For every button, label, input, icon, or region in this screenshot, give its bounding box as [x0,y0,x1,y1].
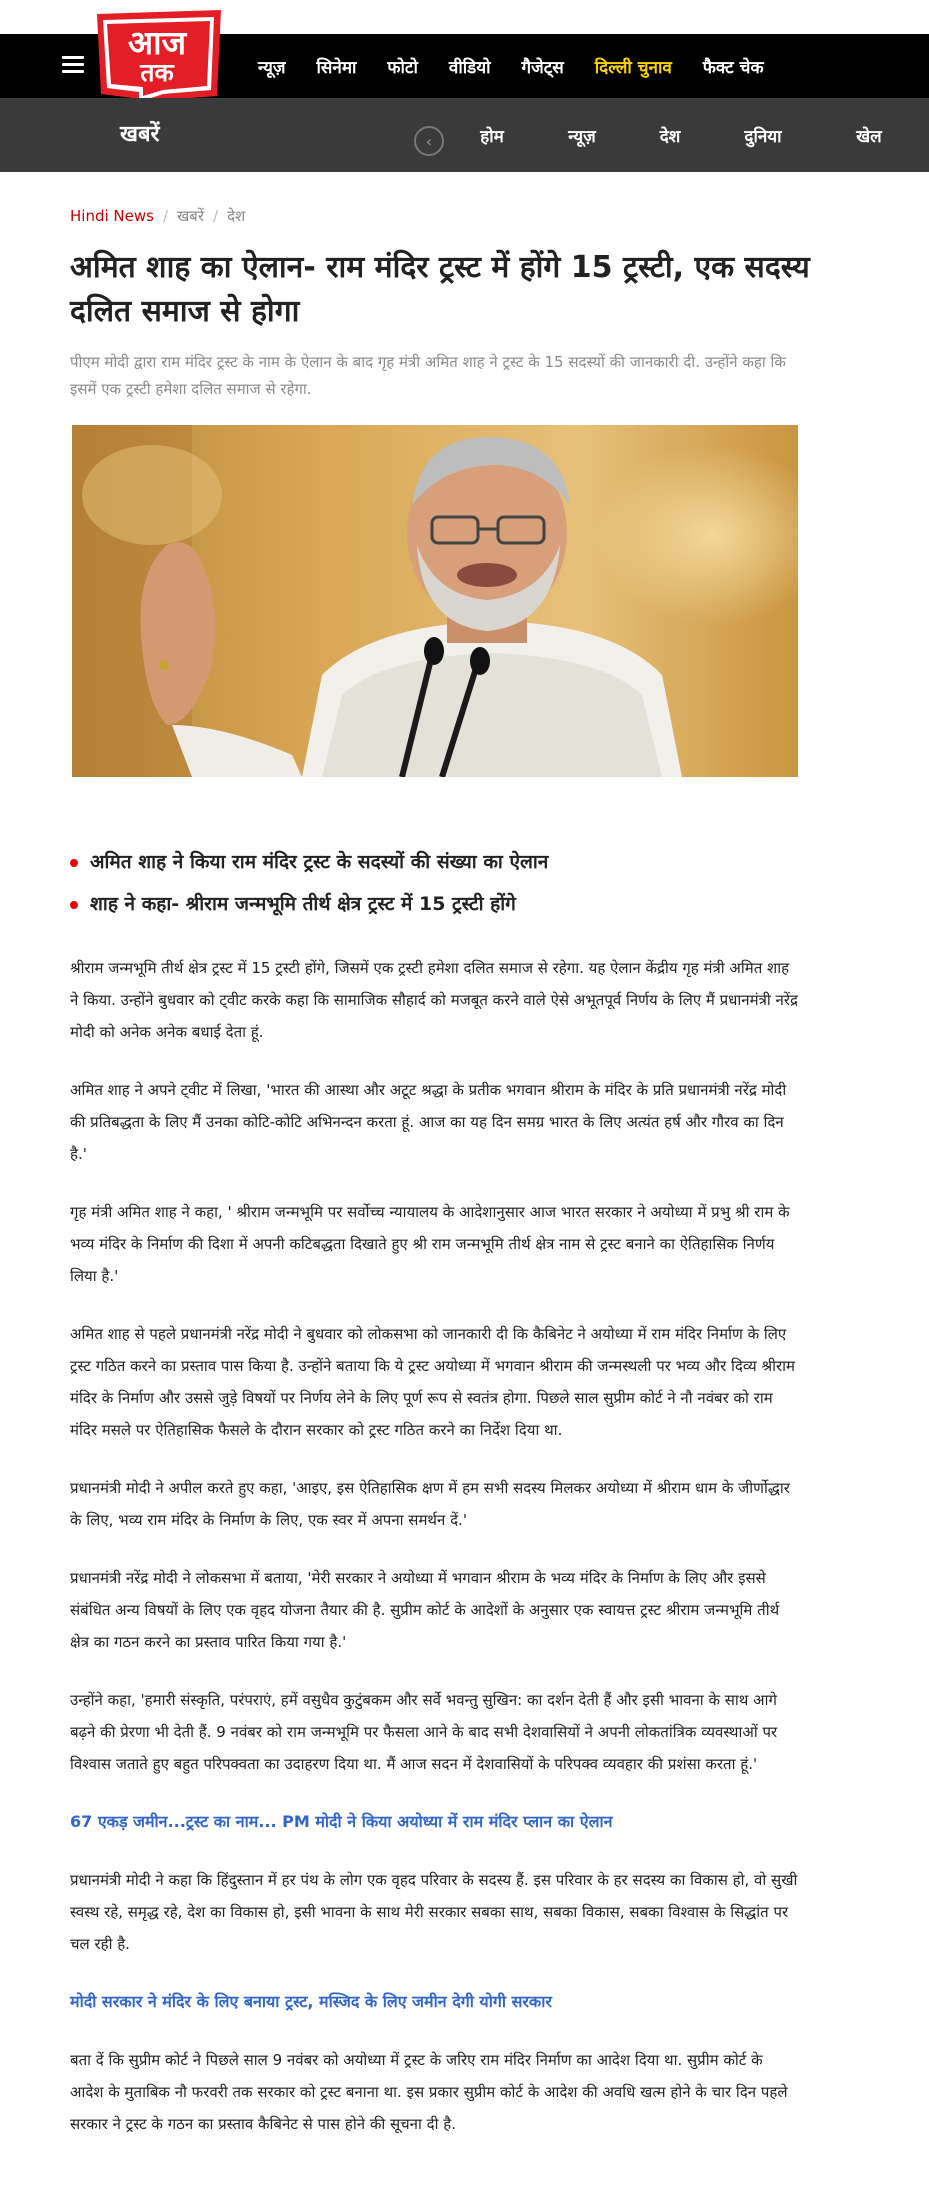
section-title: खबरें [120,122,160,147]
breadcrumb-home[interactable]: Hindi News [70,207,154,225]
logo-text-bottom: तक [140,58,174,87]
logo-text-top: आज [127,23,187,62]
article-paragraph: अमित शाह से पहले प्रधानमंत्री नरेंद्र मोदी ने बुधवार को लोकसभा को जानकारी दी कि कैबिनेट ने अयोध्या में राम मंदिर निर्माण के लिए ट्रस्ट गठित करने का प्रस्ताव पास किया है. उन्होंने बताया कि ये ट्रस्ट अयोध्या में भगवान श्रीराम की जन्मस्थली पर भव्य और दिव्य श्रीराम मंदिर के निर्माण और उससे जुड़े विषयों पर निर्णय लेने के लिए पूर्ण रूप से स्वतंत्र होगा. पिछले साल सुप्रीम कोर्ट ने नौ नवंबर को राम मंदिर मसले पर ऐतिहासिक फैसले के दौरान सरकार को ट्रस्ट गठित करने का निर्देश दिया था. [70,1325,795,1439]
menu-icon[interactable] [62,56,84,74]
main-nav [258,34,795,98]
article-paragraph: बता दें कि सुप्रीम कोर्ट ने पिछले साल 9 नवंबर को अयोध्या में ट्रस्ट के जरिए राम मंदिर निर्माण का आदेश दिया था. सुप्रीम कोर्ट के आदेश के मुताबिक नौ फरवरी तक सरकार को ट्रस्ट बनाना था. इस प्रकार सुप्रीम कोर्ट के आदेश की अवधि खत्म होने के चार दिन पहले सरकार ने ट्रस्ट के गठन का प्रस्ताव कैबिनेट से पास होने की सूचना दी है. [70,2051,788,2133]
related-link[interactable]: मोदी सरकार ने मंदिर के लिए बनाया ट्रस्ट, मस्जिद के लिए जमीन देगी योगी सरकार [70,1992,552,2011]
nav-item-fact-check[interactable]: फैक्ट चेक [702,57,764,78]
article-paragraph: अमित शाह ने अपने ट्वीट में लिखा, 'भारत की आस्था और अटूट श्रद्धा के प्रतीक भगवान श्रीराम के मंदिर के प्रति प्रधानमंत्री नरेंद्र मोदी की प्रतिबद्धता के लिए मैं उनका कोटि-कोटि अभिनन्दन करता हूं. आज का यह दिन समग्र भारत के लिए अत्यंत हर्ष और गौरव का दिन है.' [70,1081,787,1163]
breadcrumb [70,206,245,226]
aajtak-logo[interactable] [93,10,225,112]
subnav-item-desh[interactable]: देश [659,126,681,147]
nav-item-delhi-election[interactable]: दिल्ली चुनाव [594,57,672,78]
nav-item-news[interactable]: न्यूज़ [258,57,286,78]
article-paragraph: श्रीराम जन्मभूमि तीर्थ क्षेत्र ट्रस्ट में 15 ट्रस्टी होंगे, जिसमें एक ट्रस्टी हमेशा दलित समाज से रहेगा. यह ऐलान केंद्रीय गृह मंत्री अमित शाह ने किया. उन्होंने बुधवार को ट्वीट करके कहा कि सामाजिक सौहार्द को मजबूत करने वाले ऐसे अभूतपूर्व निर्णय के लिए मैं प्रधानमंत्री नरेंद्र मोदी को अनेक अनेक बधाई देता हूं. [70,959,798,1041]
breadcrumb-section[interactable]: खबरें [177,207,204,225]
story-highlights [70,848,830,932]
section-navbar [0,98,929,172]
nav-item-gadgets[interactable]: गैजेट्स [521,57,564,78]
nav-item-cinema[interactable]: सिनेमा [316,57,357,78]
nav-item-photo[interactable]: फोटो [387,57,418,78]
highlight-item: अमित शाह ने किया राम मंदिर ट्रस्ट के सदस्यों की संख्या का ऐलान [70,848,830,876]
article-paragraph: प्रधानमंत्री मोदी ने अपील करते हुए कहा, 'आइए, इस ऐतिहासिक क्षण में हम सभी सदस्य मिलकर अयोध्या में श्रीराम धाम के जीर्णोद्धार के लिए, भव्य राम मंदिर के निर्माण के लिए, एक स्वर में अपना समर्थन दें.' [70,1479,790,1529]
article-summary: पीएम मोदी द्वारा राम मंदिर ट्रस्ट के नाम के ऐलान के बाद गृह मंत्री अमित शाह ने ट्रस्ट के 15 सदस्यों की जानकारी दी. उन्होंने कहा कि इसमें एक ट्रस्टी हमेशा दलित समाज से रहेगा. [70,353,786,398]
article-body [70,952,800,2166]
article-paragraph: गृह मंत्री अमित शाह ने कहा, ' श्रीराम जन्मभूमि पर सर्वोच्च न्यायालय के आदेशानुसार आज भारत सरकार ने अयोध्या में प्रभु श्री राम के भव्य मंदिर के निर्माण की दिशा में अपनी कटिबद्धता दिखाते हुए श्री राम जन्मभूमि तीर्थ क्षेत्र नाम से ट्रस्ट बनाने का ऐतिहासिक निर्णय लिया है.' [70,1203,790,1285]
hero-image [72,425,798,777]
highlight-item: शाह ने कहा- श्रीराम जन्मभूमि तीर्थ क्षेत्र ट्रस्ट में 15 ट्रस्टी होंगे [70,890,830,918]
breadcrumb-category: देश [227,207,246,225]
article-paragraph: प्रधानमंत्री नरेंद्र मोदी ने लोकसभा में बताया, 'मेरी सरकार ने अयोध्या में भगवान श्रीराम के भव्य मंदिर के निर्माण के लिए और इससे संबंधित अन्य विषयों के लिए एक वृहद योजना तैयार की है. सुप्रीम कोर्ट के आदेशों के अनुसार एक स्वायत्त ट्रस्ट श्रीराम जन्मभूमि तीर्थ क्षेत्र का गठन करने का प्रस्ताव पारित किया गया है.' [70,1569,780,1651]
subnav-item-duniya[interactable]: दुनिया [744,126,782,147]
subnav-item-news[interactable]: न्यूज़ [568,126,596,147]
article-paragraph: उन्होंने कहा, 'हमारी संस्कृति, परंपराएं, हमें वसुधैव कुटुंबकम और सर्वे भवन्तु सुखिन: का दर्शन देती हैं और इसी भावना के साथ आगे बढ़ने की प्रेरणा भी देती हैं. 9 नवंबर को राम जन्मभूमि पर फैसला आने के बाद सभी देशवासियों ने अपनी लोकतांत्रिक व्यवस्थाओं पर विश्वास जताते हुए बहुत परिपक्वता का उदाहरण दिया था. मैं आज सदन में देशवासियों के परिपक्व व्यवहार की प्रशंसा करता हूं.' [70,1691,778,1773]
related-link[interactable]: 67 एकड़ जमीन...ट्रस्ट का नाम... PM मोदी ने किया अयोध्या में राम मंदिर प्लान का ऐलान [70,1812,613,1831]
nav-item-video[interactable]: वीडियो [448,57,491,78]
section-nav [476,98,885,172]
subnav-item-khel[interactable]: खेल [856,126,882,147]
article-paragraph: प्रधानमंत्री मोदी ने कहा कि हिंदुस्तान में हर पंथ के लोग एक वृहद परिवार के सदस्य हैं. इस परिवार के हर सदस्य का विकास हो, वो सुखी स्वस्थ रहे, समृद्ध रहे, देश का विकास हो, इसी भावना के साथ मेरी सरकार सबका साथ, सबका विकास, सबका विश्वास के सिद्धांत पर चल रही है. [70,1871,798,1953]
chevron-left-icon[interactable]: ‹ [414,126,444,156]
page-title: अमित शाह का ऐलान- राम मंदिर ट्रस्ट में होंगे 15 ट्रस्टी, एक सदस्य दलित समाज से होगा [70,250,810,329]
subnav-item-home[interactable]: होम [480,126,504,147]
breadcrumb-separator: / [213,207,219,225]
breadcrumb-separator: / [162,207,169,225]
